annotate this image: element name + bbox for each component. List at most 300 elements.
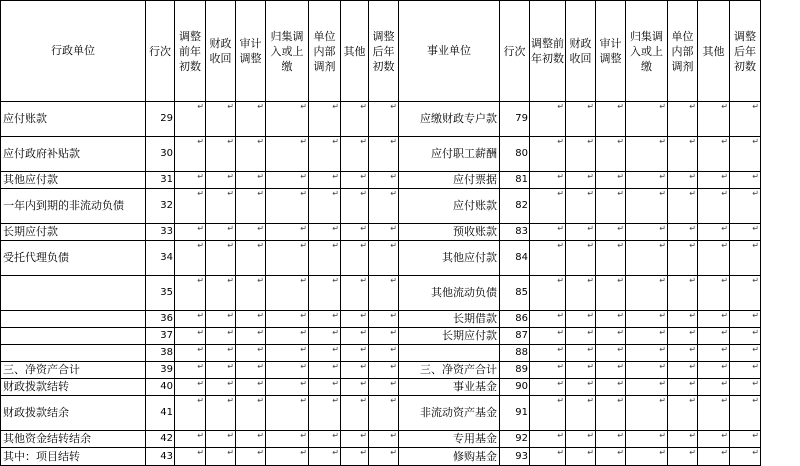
left-unit-cell: 长期应付款 bbox=[1, 224, 146, 241]
left-row-no-cell: 42 bbox=[146, 431, 175, 448]
right-value-cell[interactable] bbox=[730, 448, 761, 466]
right-value-cell[interactable] bbox=[668, 189, 698, 224]
right-value-cell[interactable] bbox=[596, 102, 626, 137]
paragraph-mark-icon: ↵ bbox=[689, 224, 696, 233]
right-value-cell[interactable] bbox=[626, 189, 668, 224]
right-value-cell[interactable] bbox=[730, 137, 761, 172]
left-value-cell[interactable] bbox=[236, 396, 266, 431]
left-value-cell[interactable] bbox=[236, 172, 266, 189]
left-value-cell[interactable] bbox=[266, 396, 309, 431]
header-left-unit: 行政单位 bbox=[1, 1, 146, 102]
paragraph-mark-icon: ↵ bbox=[360, 396, 367, 405]
paragraph-mark-icon: ↵ bbox=[752, 189, 759, 198]
right-unit-cell bbox=[399, 345, 500, 362]
left-value-cell[interactable] bbox=[266, 189, 309, 224]
right-value-cell[interactable] bbox=[566, 396, 596, 431]
paragraph-mark-icon: ↵ bbox=[659, 362, 666, 371]
right-value-cell[interactable] bbox=[530, 189, 566, 224]
left-value-cell[interactable] bbox=[369, 379, 399, 396]
right-value-cell[interactable] bbox=[566, 311, 596, 328]
left-value-cell[interactable] bbox=[175, 396, 206, 431]
left-value-cell[interactable] bbox=[175, 137, 206, 172]
left-value-cell[interactable] bbox=[266, 431, 309, 448]
paragraph-mark-icon: ↵ bbox=[689, 379, 696, 388]
left-value-cell[interactable] bbox=[369, 172, 399, 189]
left-value-cell[interactable] bbox=[266, 328, 309, 345]
right-value-cell[interactable] bbox=[596, 379, 626, 396]
paragraph-mark-icon: ↵ bbox=[390, 241, 397, 250]
right-value-cell[interactable] bbox=[596, 276, 626, 311]
right-value-cell[interactable] bbox=[566, 431, 596, 448]
left-value-cell[interactable] bbox=[206, 276, 236, 311]
left-value-cell[interactable] bbox=[175, 224, 206, 241]
header-fiscal-recovery-2: 财政收回 bbox=[566, 1, 596, 102]
left-value-cell[interactable] bbox=[266, 362, 309, 379]
right-value-cell[interactable] bbox=[566, 276, 596, 311]
right-value-cell[interactable] bbox=[730, 311, 761, 328]
paragraph-mark-icon: ↵ bbox=[721, 345, 728, 354]
right-value-cell[interactable] bbox=[668, 362, 698, 379]
paragraph-mark-icon: ↵ bbox=[721, 431, 728, 440]
paragraph-mark-icon: ↵ bbox=[752, 448, 759, 457]
left-value-cell[interactable] bbox=[309, 102, 341, 137]
left-value-cell[interactable] bbox=[369, 241, 399, 276]
right-value-cell[interactable] bbox=[730, 224, 761, 241]
right-value-cell[interactable] bbox=[626, 328, 668, 345]
right-value-cell[interactable] bbox=[596, 396, 626, 431]
left-unit-cell: 受托代理负债 bbox=[1, 241, 146, 276]
right-value-cell[interactable] bbox=[530, 276, 566, 311]
right-unit-cell: 其他应付款 bbox=[399, 241, 500, 276]
right-value-cell[interactable] bbox=[566, 345, 596, 362]
left-value-cell[interactable] bbox=[206, 311, 236, 328]
paragraph-mark-icon: ↵ bbox=[390, 224, 397, 233]
left-value-cell[interactable] bbox=[309, 276, 341, 311]
right-value-cell[interactable] bbox=[626, 396, 668, 431]
left-value-cell[interactable] bbox=[175, 345, 206, 362]
table-row bbox=[1, 241, 761, 276]
paragraph-mark-icon: ↵ bbox=[300, 311, 307, 320]
right-value-cell[interactable] bbox=[698, 328, 730, 345]
left-value-cell[interactable] bbox=[369, 137, 399, 172]
right-value-cell[interactable] bbox=[530, 102, 566, 137]
left-value-cell[interactable] bbox=[309, 241, 341, 276]
header-row bbox=[1, 1, 761, 102]
right-value-cell[interactable] bbox=[530, 137, 566, 172]
right-value-cell[interactable] bbox=[668, 172, 698, 189]
paragraph-mark-icon: ↵ bbox=[721, 172, 728, 181]
paragraph-mark-icon: ↵ bbox=[689, 311, 696, 320]
left-value-cell[interactable] bbox=[309, 172, 341, 189]
paragraph-mark-icon: ↵ bbox=[721, 448, 728, 457]
left-value-cell[interactable] bbox=[309, 345, 341, 362]
paragraph-mark-icon: ↵ bbox=[659, 102, 666, 111]
left-value-cell[interactable] bbox=[175, 448, 206, 466]
right-value-cell[interactable] bbox=[730, 328, 761, 345]
right-value-cell[interactable] bbox=[530, 448, 566, 466]
right-value-cell[interactable] bbox=[698, 311, 730, 328]
left-value-cell[interactable] bbox=[236, 362, 266, 379]
paragraph-mark-icon: ↵ bbox=[557, 431, 564, 440]
paragraph-mark-icon: ↵ bbox=[300, 241, 307, 250]
left-value-cell[interactable] bbox=[369, 189, 399, 224]
right-value-cell[interactable] bbox=[668, 345, 698, 362]
left-row-no-cell: 43 bbox=[146, 448, 175, 466]
right-value-cell[interactable] bbox=[698, 102, 730, 137]
paragraph-mark-icon: ↵ bbox=[360, 276, 367, 285]
paragraph-mark-icon: ↵ bbox=[227, 137, 234, 146]
left-value-cell[interactable] bbox=[206, 328, 236, 345]
paragraph-mark-icon: ↵ bbox=[300, 276, 307, 285]
right-value-cell[interactable] bbox=[530, 379, 566, 396]
left-value-cell[interactable] bbox=[266, 276, 309, 311]
right-value-cell[interactable] bbox=[626, 311, 668, 328]
left-value-cell[interactable] bbox=[175, 379, 206, 396]
paragraph-mark-icon: ↵ bbox=[197, 328, 204, 337]
right-unit-cell: 其他流动负债 bbox=[399, 276, 500, 311]
paragraph-mark-icon: ↵ bbox=[617, 345, 624, 354]
left-value-cell[interactable] bbox=[309, 311, 341, 328]
right-value-cell[interactable] bbox=[596, 431, 626, 448]
right-value-cell[interactable] bbox=[530, 172, 566, 189]
paragraph-mark-icon: ↵ bbox=[587, 102, 594, 111]
left-value-cell[interactable] bbox=[236, 431, 266, 448]
right-value-cell[interactable] bbox=[626, 448, 668, 466]
left-value-cell[interactable] bbox=[309, 431, 341, 448]
right-value-cell[interactable] bbox=[626, 102, 668, 137]
right-row-no-cell: 83 bbox=[500, 224, 530, 241]
right-value-cell[interactable] bbox=[668, 431, 698, 448]
right-value-cell[interactable] bbox=[596, 362, 626, 379]
left-value-cell[interactable] bbox=[341, 224, 369, 241]
left-value-cell[interactable] bbox=[236, 241, 266, 276]
left-value-cell[interactable] bbox=[341, 189, 369, 224]
table-row bbox=[1, 379, 761, 396]
left-value-cell[interactable] bbox=[206, 345, 236, 362]
right-value-cell[interactable] bbox=[566, 224, 596, 241]
paragraph-mark-icon: ↵ bbox=[390, 345, 397, 354]
right-value-cell[interactable] bbox=[730, 241, 761, 276]
right-row-no-cell: 84 bbox=[500, 241, 530, 276]
left-value-cell[interactable] bbox=[266, 102, 309, 137]
right-value-cell[interactable] bbox=[566, 448, 596, 466]
left-value-cell[interactable] bbox=[175, 328, 206, 345]
left-value-cell[interactable] bbox=[236, 276, 266, 311]
right-value-cell[interactable] bbox=[730, 345, 761, 362]
right-value-cell[interactable] bbox=[626, 276, 668, 311]
left-value-cell[interactable] bbox=[341, 276, 369, 311]
left-value-cell[interactable] bbox=[341, 241, 369, 276]
right-value-cell[interactable] bbox=[626, 172, 668, 189]
left-value-cell[interactable] bbox=[369, 345, 399, 362]
left-value-cell[interactable] bbox=[309, 362, 341, 379]
right-row-no-cell: 91 bbox=[500, 396, 530, 431]
left-value-cell[interactable] bbox=[341, 362, 369, 379]
left-value-cell[interactable] bbox=[175, 431, 206, 448]
left-value-cell[interactable] bbox=[206, 102, 236, 137]
paragraph-mark-icon: ↵ bbox=[587, 189, 594, 198]
paragraph-mark-icon: ↵ bbox=[721, 362, 728, 371]
right-value-cell[interactable] bbox=[698, 431, 730, 448]
right-value-cell[interactable] bbox=[698, 224, 730, 241]
left-value-cell[interactable] bbox=[341, 102, 369, 137]
paragraph-mark-icon: ↵ bbox=[587, 345, 594, 354]
left-value-cell[interactable] bbox=[236, 189, 266, 224]
left-value-cell[interactable] bbox=[341, 172, 369, 189]
right-value-cell[interactable] bbox=[566, 172, 596, 189]
left-unit-cell: 其他应付款 bbox=[1, 172, 146, 189]
right-value-cell[interactable] bbox=[596, 328, 626, 345]
right-row-no-cell: 86 bbox=[500, 311, 530, 328]
right-value-cell[interactable] bbox=[626, 241, 668, 276]
right-value-cell[interactable] bbox=[596, 137, 626, 172]
left-value-cell[interactable] bbox=[266, 448, 309, 466]
left-value-cell[interactable] bbox=[369, 448, 399, 466]
left-value-cell[interactable] bbox=[369, 224, 399, 241]
right-value-cell[interactable] bbox=[668, 102, 698, 137]
paragraph-mark-icon: ↵ bbox=[617, 311, 624, 320]
right-value-cell[interactable] bbox=[566, 241, 596, 276]
right-value-cell[interactable] bbox=[626, 362, 668, 379]
right-unit-cell: 应缴财政专户款 bbox=[399, 102, 500, 137]
left-row-no-cell: 38 bbox=[146, 345, 175, 362]
right-value-cell[interactable] bbox=[668, 379, 698, 396]
left-value-cell[interactable] bbox=[369, 431, 399, 448]
right-value-cell[interactable] bbox=[530, 345, 566, 362]
right-value-cell[interactable] bbox=[668, 276, 698, 311]
paragraph-mark-icon: ↵ bbox=[300, 328, 307, 337]
right-value-cell[interactable] bbox=[530, 328, 566, 345]
right-value-cell[interactable] bbox=[668, 328, 698, 345]
right-value-cell[interactable] bbox=[530, 241, 566, 276]
left-value-cell[interactable] bbox=[206, 137, 236, 172]
left-value-cell[interactable] bbox=[309, 137, 341, 172]
left-value-cell[interactable] bbox=[175, 241, 206, 276]
header-other: 其他 bbox=[341, 1, 369, 102]
right-value-cell[interactable] bbox=[566, 189, 596, 224]
right-value-cell[interactable] bbox=[626, 345, 668, 362]
right-value-cell[interactable] bbox=[668, 241, 698, 276]
left-value-cell[interactable] bbox=[309, 396, 341, 431]
left-value-cell[interactable] bbox=[309, 379, 341, 396]
left-unit-cell: 三、净资产合计 bbox=[1, 362, 146, 379]
right-value-cell[interactable] bbox=[530, 396, 566, 431]
header-internal-adj-2: 单位内部调剂 bbox=[668, 1, 698, 102]
right-value-cell[interactable] bbox=[730, 379, 761, 396]
right-value-cell[interactable] bbox=[698, 379, 730, 396]
paragraph-mark-icon: ↵ bbox=[300, 379, 307, 388]
right-value-cell[interactable] bbox=[730, 431, 761, 448]
right-value-cell[interactable] bbox=[730, 362, 761, 379]
paragraph-mark-icon: ↵ bbox=[752, 224, 759, 233]
left-unit-cell: 应付政府补贴款 bbox=[1, 137, 146, 172]
left-value-cell[interactable] bbox=[266, 379, 309, 396]
right-value-cell[interactable] bbox=[698, 241, 730, 276]
right-value-cell[interactable] bbox=[730, 102, 761, 137]
right-value-cell[interactable] bbox=[530, 431, 566, 448]
paragraph-mark-icon: ↵ bbox=[332, 379, 339, 388]
right-value-cell[interactable] bbox=[566, 102, 596, 137]
paragraph-mark-icon: ↵ bbox=[617, 241, 624, 250]
left-value-cell[interactable] bbox=[236, 345, 266, 362]
left-value-cell[interactable] bbox=[266, 137, 309, 172]
right-value-cell[interactable] bbox=[566, 362, 596, 379]
right-value-cell[interactable] bbox=[596, 345, 626, 362]
right-value-cell[interactable] bbox=[626, 137, 668, 172]
right-value-cell[interactable] bbox=[698, 396, 730, 431]
left-value-cell[interactable] bbox=[206, 172, 236, 189]
paragraph-mark-icon: ↵ bbox=[557, 328, 564, 337]
left-value-cell[interactable] bbox=[175, 311, 206, 328]
left-value-cell[interactable] bbox=[236, 224, 266, 241]
right-value-cell[interactable] bbox=[596, 172, 626, 189]
left-value-cell[interactable] bbox=[341, 137, 369, 172]
right-value-cell[interactable] bbox=[530, 362, 566, 379]
paragraph-mark-icon: ↵ bbox=[332, 362, 339, 371]
left-value-cell[interactable] bbox=[175, 189, 206, 224]
left-value-cell[interactable] bbox=[266, 311, 309, 328]
right-value-cell[interactable] bbox=[698, 172, 730, 189]
paragraph-mark-icon: ↵ bbox=[721, 276, 728, 285]
right-value-cell[interactable] bbox=[698, 189, 730, 224]
paragraph-mark-icon: ↵ bbox=[752, 172, 759, 181]
left-value-cell[interactable] bbox=[266, 241, 309, 276]
left-value-cell[interactable] bbox=[236, 102, 266, 137]
paragraph-mark-icon: ↵ bbox=[689, 396, 696, 405]
paragraph-mark-icon: ↵ bbox=[659, 224, 666, 233]
left-value-cell[interactable] bbox=[309, 224, 341, 241]
right-value-cell[interactable] bbox=[626, 431, 668, 448]
right-value-cell[interactable] bbox=[698, 137, 730, 172]
paragraph-mark-icon: ↵ bbox=[227, 172, 234, 181]
left-value-cell[interactable] bbox=[175, 362, 206, 379]
paragraph-mark-icon: ↵ bbox=[197, 241, 204, 250]
left-value-cell[interactable] bbox=[236, 328, 266, 345]
left-value-cell[interactable] bbox=[341, 431, 369, 448]
left-value-cell[interactable] bbox=[206, 379, 236, 396]
paragraph-mark-icon: ↵ bbox=[227, 189, 234, 198]
left-value-cell[interactable] bbox=[236, 379, 266, 396]
right-value-cell[interactable] bbox=[596, 241, 626, 276]
paragraph-mark-icon: ↵ bbox=[300, 172, 307, 181]
right-value-cell[interactable] bbox=[698, 362, 730, 379]
paragraph-mark-icon: ↵ bbox=[659, 311, 666, 320]
right-value-cell[interactable] bbox=[730, 172, 761, 189]
right-value-cell[interactable] bbox=[698, 345, 730, 362]
right-value-cell[interactable] bbox=[730, 276, 761, 311]
right-value-cell[interactable] bbox=[730, 396, 761, 431]
left-value-cell[interactable] bbox=[369, 396, 399, 431]
paragraph-mark-icon: ↵ bbox=[332, 137, 339, 146]
left-value-cell[interactable] bbox=[341, 345, 369, 362]
left-value-cell[interactable] bbox=[266, 345, 309, 362]
paragraph-mark-icon: ↵ bbox=[257, 396, 264, 405]
right-value-cell[interactable] bbox=[596, 189, 626, 224]
left-value-cell[interactable] bbox=[369, 311, 399, 328]
paragraph-mark-icon: ↵ bbox=[257, 328, 264, 337]
right-value-cell[interactable] bbox=[566, 328, 596, 345]
left-value-cell[interactable] bbox=[369, 328, 399, 345]
left-value-cell[interactable] bbox=[236, 311, 266, 328]
right-value-cell[interactable] bbox=[596, 224, 626, 241]
left-value-cell[interactable] bbox=[369, 362, 399, 379]
paragraph-mark-icon: ↵ bbox=[721, 311, 728, 320]
left-value-cell[interactable] bbox=[206, 362, 236, 379]
left-value-cell[interactable] bbox=[175, 102, 206, 137]
right-unit-cell: 修购基金 bbox=[399, 448, 500, 466]
left-value-cell[interactable] bbox=[369, 276, 399, 311]
right-row-no-cell: 90 bbox=[500, 379, 530, 396]
left-value-cell[interactable] bbox=[206, 448, 236, 466]
table-row bbox=[1, 448, 761, 466]
left-value-cell[interactable] bbox=[309, 448, 341, 466]
paragraph-mark-icon: ↵ bbox=[587, 137, 594, 146]
right-value-cell[interactable] bbox=[626, 224, 668, 241]
left-value-cell[interactable] bbox=[341, 396, 369, 431]
right-unit-cell: 长期借款 bbox=[399, 311, 500, 328]
right-unit-cell: 应付票据 bbox=[399, 172, 500, 189]
right-value-cell[interactable] bbox=[626, 379, 668, 396]
right-value-cell[interactable] bbox=[566, 379, 596, 396]
right-value-cell[interactable] bbox=[668, 137, 698, 172]
paragraph-mark-icon: ↵ bbox=[390, 379, 397, 388]
left-unit-cell bbox=[1, 276, 146, 311]
left-value-cell[interactable] bbox=[309, 189, 341, 224]
right-value-cell[interactable] bbox=[698, 276, 730, 311]
left-value-cell[interactable] bbox=[309, 328, 341, 345]
right-value-cell[interactable] bbox=[668, 311, 698, 328]
table-row bbox=[1, 224, 761, 241]
paragraph-mark-icon: ↵ bbox=[360, 431, 367, 440]
right-value-cell[interactable] bbox=[596, 311, 626, 328]
right-value-cell[interactable] bbox=[668, 224, 698, 241]
left-value-cell[interactable] bbox=[266, 224, 309, 241]
left-value-cell[interactable] bbox=[206, 396, 236, 431]
paragraph-mark-icon: ↵ bbox=[227, 448, 234, 457]
right-value-cell[interactable] bbox=[668, 448, 698, 466]
left-value-cell[interactable] bbox=[206, 224, 236, 241]
paragraph-mark-icon: ↵ bbox=[300, 137, 307, 146]
left-value-cell[interactable] bbox=[175, 172, 206, 189]
left-value-cell[interactable] bbox=[206, 241, 236, 276]
left-value-cell[interactable] bbox=[175, 276, 206, 311]
left-value-cell[interactable] bbox=[341, 311, 369, 328]
right-value-cell[interactable] bbox=[530, 311, 566, 328]
right-value-cell[interactable] bbox=[698, 448, 730, 466]
left-value-cell[interactable] bbox=[341, 328, 369, 345]
left-value-cell[interactable] bbox=[206, 431, 236, 448]
right-value-cell[interactable] bbox=[730, 189, 761, 224]
right-value-cell[interactable] bbox=[530, 224, 566, 241]
right-unit-cell: 非流动资产基金 bbox=[399, 396, 500, 431]
left-value-cell[interactable] bbox=[341, 379, 369, 396]
left-unit-cell: 财政拨款结余 bbox=[1, 396, 146, 431]
paragraph-mark-icon: ↵ bbox=[257, 189, 264, 198]
paragraph-mark-icon: ↵ bbox=[197, 362, 204, 371]
right-unit-cell: 预收账款 bbox=[399, 224, 500, 241]
left-value-cell[interactable] bbox=[341, 448, 369, 466]
paragraph-mark-icon: ↵ bbox=[557, 224, 564, 233]
left-unit-cell bbox=[1, 328, 146, 345]
left-value-cell[interactable] bbox=[236, 448, 266, 466]
right-value-cell[interactable] bbox=[566, 137, 596, 172]
left-value-cell[interactable] bbox=[236, 137, 266, 172]
left-value-cell[interactable] bbox=[369, 102, 399, 137]
left-value-cell[interactable] bbox=[266, 172, 309, 189]
left-value-cell[interactable] bbox=[206, 189, 236, 224]
right-value-cell[interactable] bbox=[596, 448, 626, 466]
right-value-cell[interactable] bbox=[668, 396, 698, 431]
